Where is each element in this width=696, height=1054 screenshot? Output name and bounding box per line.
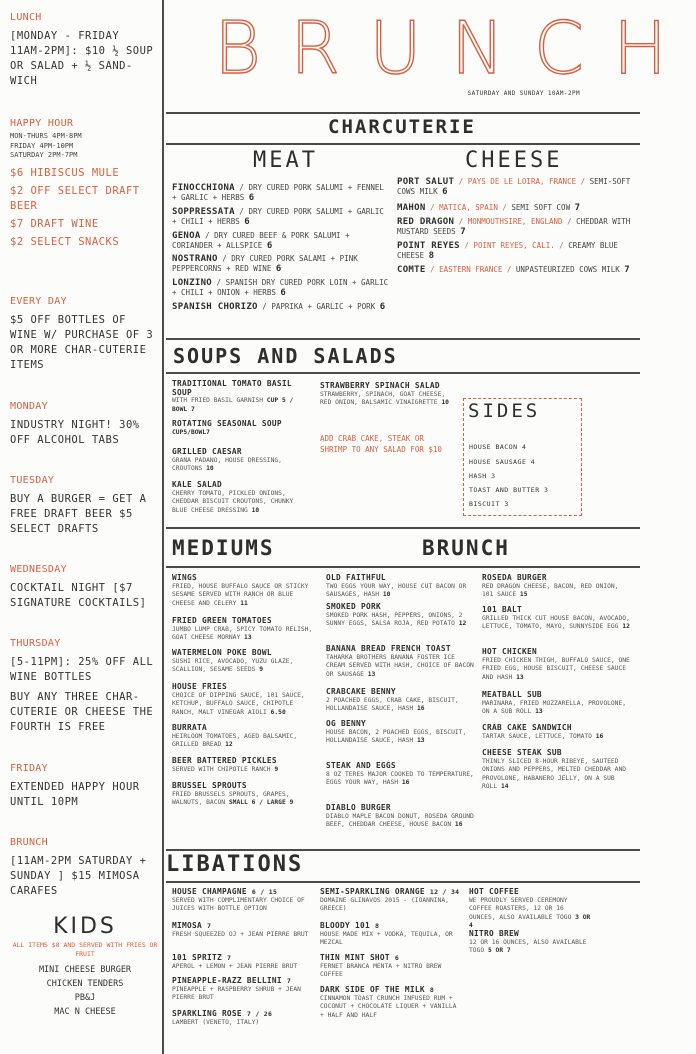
item-desc: HEIRLOOM TOMATOES, AGED BALSAMIC, GRILLED BREAD (172, 732, 298, 748)
item-price: 7 / 26 (246, 1010, 273, 1018)
main-menu (166, 0, 696, 1054)
item-price: 6 (266, 241, 273, 251)
item-price: 8 (429, 986, 435, 994)
item-desc: SEMI-SOFT COWS MILK (397, 177, 631, 196)
mediums-item (172, 617, 317, 643)
sandwich-item (482, 691, 632, 717)
item-desc: WITH FRIED BASIL GARNISH (172, 397, 267, 404)
cheese-item (397, 217, 635, 237)
item-name: PINEAPPLE-RAZZ BELLINI 7 (172, 976, 292, 985)
item-price: 16 (595, 732, 604, 740)
cheese-item (397, 241, 635, 261)
item-name: POINT REYES (397, 241, 460, 251)
happy-hour-section (10, 118, 160, 250)
item-desc: GRANA PADANO, HOUSE DRESSING, CROUTONS (172, 456, 282, 472)
item-desc: CHERRY TOMATO, PICKLED ONIONS, CHEDDAR BISCUIT CROUTONS, CHUNKY BLUE CHEESE DRESSING (172, 489, 294, 514)
item-name: HASH (469, 472, 487, 480)
item-price: 8 (374, 922, 380, 930)
item-name: STEAK AND EGGS (326, 761, 396, 770)
item-price: 9 (274, 765, 279, 773)
item-price: 8 (428, 251, 435, 261)
kids-item: PB&J (74, 993, 96, 1003)
item-price: 6 (244, 217, 250, 227)
item-desc: FRIED, HOUSE BUFFALO SAUCE OR STICKY SESAME SERVED WITH RANCH OR BLUE CHEESE AND CELERY (172, 582, 309, 607)
item-desc: FRESH SQUEEZED OJ + JEAN PIERRE BRUT (172, 930, 309, 938)
item-price: 14 (500, 783, 509, 790)
every-day-heading: EVERY DAY (10, 296, 67, 307)
item-name: HOUSE FRIES (172, 682, 227, 691)
every-day-section (10, 296, 160, 373)
item-desc: CHEDDAR WITH MUSTARD SEEDS (397, 217, 631, 236)
meat-item (172, 302, 392, 312)
item-origin: / PAYS DE LE LOIRA, FRANCE / (458, 177, 586, 186)
libation-item (172, 954, 312, 971)
brunch-item (326, 603, 474, 629)
item-name: BEER BATTERED PICKLES (172, 756, 277, 765)
meat-title: MEAT (253, 148, 318, 173)
item-price: 7 (286, 977, 292, 985)
item-name: SEMI-SPARKLING ORANGE 12 / 34 (320, 887, 460, 896)
libation-item (172, 1010, 312, 1027)
wednesday-section (10, 564, 160, 611)
item-desc: JUMBO LUMP CRAB, SPICY TOMATO RELISH, GOAT CHEESE MORNAY (172, 625, 313, 641)
item-desc: CREAMY BLUE CHEESE (397, 241, 618, 260)
brunch-section-title: BRUNCH (422, 536, 510, 560)
monday-heading: MONDAY (10, 401, 48, 412)
item-desc: SERVED WITH CHIPOTLE RANCH (172, 765, 275, 773)
mediums-item (172, 574, 317, 608)
item-desc: LAMBERT (VENETO, ITALY) (172, 1018, 260, 1026)
item-desc: 2 POACHED EGGS, CRAB CAKE, BISCUIT, HOLLANDAISE SAUCE, HASH (326, 696, 459, 712)
item-price: 5 OR 7 (487, 947, 511, 954)
item-desc: FERNET BRANCA MENTA + NITRO BREW COFFEE (320, 962, 442, 978)
item-desc: DIABLO MAPLE BACON DONUT, ROSEDA GROUND BEEF, CHEDDAR CHEESE, HOUSE BACON (326, 812, 474, 828)
happy-hour-deal: $2 OFF SELECT DRAFT BEER (10, 184, 140, 212)
side-item (469, 458, 535, 466)
libation-item (469, 888, 594, 931)
cheese-item (397, 177, 635, 197)
libation-item (320, 954, 460, 980)
item-price: 6.50 (270, 708, 286, 716)
item-price: 12 (225, 741, 233, 748)
item-name: PORT SALUT (397, 177, 455, 187)
item-name: HOUSE BACON (469, 443, 518, 451)
item-price: 12 (622, 623, 630, 630)
side-item (469, 443, 526, 451)
item-desc: TARTAR SAUCE, LETTUCE, TOMATO (482, 732, 596, 740)
cheese-item (397, 203, 635, 213)
every-day-text: $5 OFF BOTTLES OF WINE W/ PURCHASE OF 3 OR MORE CHAR-CUTERIE ITEMS (10, 314, 154, 371)
brunch-item (326, 804, 474, 830)
soup-salad-item (172, 448, 310, 474)
item-name: KALE SALAD (172, 480, 222, 489)
item-name: BISCUIT (469, 500, 500, 508)
item-price: 16 (401, 779, 410, 786)
item-price: 11 (240, 599, 248, 607)
item-name: OG BENNY (326, 719, 366, 728)
item-desc: / DRY CURED PORK SALAMI + PINK PEPPERCORNS + RED WINE (172, 254, 358, 273)
libation-item (172, 977, 312, 1003)
item-price: 10 (206, 465, 214, 472)
friday-text: EXTENDED HAPPY HOUR UNTIL 10PM (10, 781, 140, 808)
item-origin: / MONMOUTHSIRE, ENGLAND / (458, 217, 572, 226)
item-origin: / POINT REYES, CALI. / (464, 241, 564, 250)
divider (166, 881, 640, 883)
meat-item (172, 207, 392, 227)
item-desc: FRIED CHICKEN THIGH, BUFFALO SAUCE, ONE FRIED EGG, HOUSE BISCUIT, CHEESE SAUCE AND HASH (482, 656, 630, 681)
libation-item (172, 922, 312, 939)
item-price: 12 / 34 (429, 888, 460, 896)
mediums-title: MEDIUMS (172, 536, 275, 560)
mediums-item (172, 724, 317, 750)
item-desc: SMOKED PORK HASH, PEPPERS, ONIONS, 2 SUNNY EGGS, SALSA ROJA, RED POTATO (326, 611, 463, 627)
item-desc: DOMAINE GLINAVOS 2015 - (IOANNINA, GREECE) (320, 896, 449, 912)
meat-item (172, 254, 392, 274)
happy-hour-deal: $2 SELECT SNACKS (10, 235, 120, 248)
mediums-item (172, 683, 317, 717)
item-name: CHEESE STEAK SUB (482, 748, 562, 757)
item-desc: STRAWBERRY, SPINACH, GOAT CHEESE, RED ONION, BALSAMIC VINAIGRETTE (320, 390, 446, 406)
item-price: 6 (280, 288, 287, 298)
item-desc: / DRY CURED BEEF & PORK SALUMI + CORIANDER + ALLSPICE (172, 231, 350, 250)
libation-item (172, 888, 312, 914)
thursday-heading: THURSDAY (10, 638, 61, 649)
soup-salad-item (320, 382, 455, 408)
item-name: BLOODY 101 8 (320, 921, 380, 930)
item-name: NOSTRANO (172, 254, 218, 264)
item-desc: WE PROUDLY SERVED CEREMONY COFFEE ROASTERS, 12 OR 16 OUNCES, ALSO AVAILABLE TOGO (469, 896, 576, 921)
item-name: ROSEDA BURGER (482, 573, 547, 582)
wednesday-text: COCKTAIL NIGHT [$7 SIGNATURE COCKTAILS] (10, 582, 147, 609)
item-price: 10 (382, 591, 391, 598)
kids-title: KIDS (53, 914, 117, 939)
item-price: 6 (248, 193, 255, 203)
sandwich-item (482, 574, 632, 600)
item-desc: CINNAMON TOAST CRUNCH INFUSED RUM + COCONUT + CHOCOLATE LIQUER + VANILLA + HALF AND HALF (320, 994, 457, 1019)
item-price: 13 (516, 673, 524, 681)
meat-item (172, 278, 392, 298)
brunch-item (326, 574, 474, 600)
brunch-logo-title: BRUNCH (214, 6, 696, 90)
item-price: 3 (504, 500, 509, 508)
item-price: 6 (442, 187, 448, 197)
thursday-text: [5-11PM]: 25% OFF ALL WINE BOTTLES (10, 656, 154, 683)
brunch-item (326, 720, 474, 746)
item-name: 101 BALT (482, 605, 522, 614)
item-desc: PINEAPPLE + RASPBERRY SHRUB + JEAN PIERRE BRUT (172, 985, 301, 1001)
item-price: 3 (491, 472, 496, 480)
brunch-special-text: [11AM-2PM SATURDAY + SUNDAY ] $15 MIMOSA CARAFES (10, 855, 147, 897)
item-name: SPANISH CHORIZO (172, 302, 258, 312)
brunch-item (326, 762, 474, 788)
item-desc: 8 OZ TERES MAJOR COOKED TO TEMPERATURE, EGGS YOUR WAY, HASH (326, 770, 474, 786)
mediums-item (172, 757, 317, 774)
mediums-item (172, 649, 317, 675)
item-name: ROTATING SEASONAL SOUP (172, 419, 282, 428)
item-name: SMOKED PORK (326, 602, 381, 611)
item-desc: / PAPRIKA + GARLIC + PORK (262, 302, 376, 311)
item-name: DARK SIDE OF THE MILK 8 (320, 985, 435, 994)
soup-salad-item (172, 481, 310, 515)
lunch-text: [MONDAY - FRIDAY 11AM-2PM]: $10 ½ SOUP OR SALAD + ½ SAND-WICH (10, 30, 154, 87)
item-name: MEATBALL SUB (482, 690, 542, 699)
item-price: 7 (460, 227, 466, 237)
sandwich-item (482, 648, 632, 682)
item-name: OLD FAITHFUL (326, 573, 386, 582)
libation-item (320, 986, 460, 1020)
tuesday-heading: TUESDAY (10, 475, 55, 486)
wednesday-heading: WEDNESDAY (10, 564, 67, 575)
item-name: FINOCCHIONA (172, 183, 235, 193)
item-name: DIABLO BURGER (326, 803, 391, 812)
item-price: 13 (417, 737, 425, 744)
monday-text: INDUSTRY NIGHT! 30% OFF ALCOHOL TABS (10, 419, 140, 446)
item-price: 16 (454, 821, 463, 828)
item-desc: RED DRAGON CHEESE, BACON, RED ONION, 101 SAUCE (482, 582, 619, 598)
divider (166, 338, 640, 340)
sandwich-item (482, 724, 632, 741)
tuesday-text: BUY A BURGER = GET A FREE DRAFT BEER $5 SELECT DRAFTS (10, 493, 147, 535)
item-name: MIMOSA 7 (172, 921, 212, 930)
item-name: TOAST AND BUTTER (469, 486, 540, 494)
meat-item (172, 183, 392, 203)
item-price: 16 (417, 705, 425, 712)
item-name: HOT COFFEE (469, 887, 519, 896)
item-price: CUP5/BOWL7 (172, 428, 210, 436)
item-origin: / EASTERN FRANCE / (430, 265, 512, 274)
item-desc: GRILLED THICK CUT HOUSE BACON, AVOCADO, LETTUCE, TOMATO, MAYO, SUNNYSIDE EGG (482, 614, 630, 630)
soups-title: SOUPS AND SALADS (173, 344, 398, 368)
charcuterie-title: CHARCUTERIE (328, 116, 476, 138)
sides-title: SIDES (468, 400, 541, 422)
item-name: BANANA BREAD FRENCH TOAST (326, 644, 451, 653)
item-desc: TWO EGGS YOUR WAY, HOUSE CUT BACON OR SAUSAGES, HASH (326, 582, 467, 598)
item-name: BRUSSEL SPROUTS (172, 781, 247, 790)
item-price: 10 (251, 506, 260, 514)
item-name: CRAB CAKE SANDWICH (482, 723, 572, 732)
friday-section (10, 763, 160, 810)
cheese-title: CHEESE (465, 148, 563, 173)
lunch-heading: LUNCH (10, 12, 42, 23)
kids-section (10, 914, 160, 1019)
item-desc: CHOICE OF DIPPING SAUCE, 101 SAUCE, KETCHUP, BUFFALO SAUCE, CHIPOTLE RANCH, MALT VINEGAR AIOLI (172, 691, 305, 716)
item-desc: THINLY SLICED 8-HOUR RIBEYE, SAUTEED ONIONS AND PEPPERS, MELTED CHEDDAR AND PROVOLONE, HABANERO JELLY, ON A SUB ROLL (482, 757, 627, 790)
item-name: HOUSE CHAMPAGNE 6 / 15 (172, 887, 278, 896)
item-name: STRAWBERRY SPINACH SALAD (320, 381, 440, 390)
thursday-text-2: BUY ANY THREE CHAR-CUTERIE OR CHEESE THE FOURTH IS FREE (10, 691, 154, 733)
divider (166, 372, 640, 374)
item-price: 3 OR 4 (469, 913, 591, 929)
happy-hour-heading: HAPPY HOUR (10, 118, 74, 129)
cheese-item (397, 265, 635, 275)
meat-item (172, 231, 392, 251)
side-item (469, 500, 509, 508)
brunch-special-heading: BRUNCH (10, 837, 48, 848)
item-price: 6 (394, 954, 400, 962)
item-desc: / DRY CURED PORK SALUMI + FENNEL + GARLIC + HERBS (172, 183, 384, 202)
item-price: 13 (244, 634, 252, 641)
item-price: 6 (275, 264, 282, 274)
item-price: 10 (441, 399, 449, 406)
item-desc: SERVED WITH COMPLIMENTARY CHOICE OF JUICES WITH BOTTLE OPTION (172, 896, 305, 912)
kids-item: CHICKEN TENDERS (46, 979, 124, 989)
item-desc: / DRY CURED PORK SALUMI + GARLIC + CHILI + HERBS (172, 207, 384, 226)
tuesday-section (10, 475, 160, 537)
item-price: 6 / 15 (251, 888, 278, 896)
happy-hour-time: FRIDAY 4PM-10PM (10, 141, 74, 150)
item-desc: HOUSE MADE MIX + VODKA, TEQUILA, OR MEZCAL (320, 930, 453, 946)
item-price: 6 (379, 302, 386, 312)
libation-item (320, 922, 460, 948)
brunch-hours: SATURDAY AND SUNDAY 10AM-2PM (467, 90, 580, 97)
item-name: 101 SPRITZ 7 (172, 953, 232, 962)
item-name: COMTE (397, 265, 426, 275)
lunch-section (10, 12, 160, 89)
divider (166, 566, 640, 568)
item-name: BURRATA (172, 723, 207, 732)
item-desc: MARINARA, FRIED MOZZARELLA, PROVOLONE, ON A SUB ROLL (482, 699, 627, 715)
item-desc: TAHARKA BROTHERS BANANA FOSTER ICE CREAM SERVED WITH HASH, CHOICE OF BACON OR SAUSAGE (326, 653, 474, 678)
item-price: 15 (519, 591, 528, 598)
item-price: SMALL 6 / LARGE 9 (228, 799, 294, 806)
libation-item (469, 930, 594, 956)
item-desc: / SPANISH DRY CURED PORK LOIN + GARLIC + CHILI + ONION + HERBS (172, 278, 389, 297)
libation-item (320, 888, 460, 914)
item-price: CUP 5 / BOWL 7 (172, 397, 294, 413)
friday-heading: FRIDAY (10, 763, 48, 774)
item-desc: SUSHI RICE, AVOCADO, YUZU GLAZE, SCALLION, SESAME SEEDS (172, 657, 294, 673)
item-name: LONZINO (172, 278, 213, 288)
item-origin: / MATICA, SPAIN / (430, 203, 507, 212)
item-name: WINGS (172, 573, 197, 582)
item-desc: FRIED BRUSSELS SPROUTS, GRAPES, WALNUTS, BACON (172, 790, 290, 806)
item-name: NITRO BREW (469, 929, 519, 938)
kids-item: MINI CHEESE BURGER (38, 965, 132, 975)
monday-section (10, 401, 160, 448)
brunch-special-section (10, 837, 160, 899)
item-desc: UNPASTEURIZED COWS MILK (515, 265, 620, 274)
item-name: GENOA (172, 231, 201, 241)
item-price: 7 (226, 954, 232, 962)
item-price: 4 (521, 443, 527, 451)
item-name: RED DRAGON (397, 217, 455, 227)
item-price: 13 (535, 708, 543, 715)
item-name: SPARKLING ROSE 7 / 26 (172, 1009, 273, 1018)
mediums-item (172, 782, 317, 808)
item-name: WATERMELON POKE BOWL (172, 648, 272, 657)
item-name: FRIED GREEN TOMATOES (172, 616, 272, 625)
sandwich-item (482, 606, 632, 632)
item-name: MAHON (397, 203, 426, 213)
item-name: GRILLED CAESAR (172, 447, 242, 456)
item-price: 3 (544, 486, 549, 494)
side-item (469, 486, 548, 494)
item-price: 9 (259, 666, 263, 673)
divider (166, 143, 640, 145)
item-price: 13 (367, 670, 376, 678)
divider (166, 527, 640, 529)
brunch-item (326, 645, 474, 679)
thursday-section (10, 638, 160, 735)
divider (166, 849, 640, 851)
soup-salad-item (172, 420, 310, 437)
happy-hour-deal: $6 HIBISCUS MULE (10, 166, 120, 179)
divider (166, 112, 640, 114)
item-desc: HOUSE BACON, 2 POACHED EGGS, BISCUIT, HOLLANDAISE SAUCE, HASH (326, 728, 467, 744)
item-price: 7 (574, 203, 581, 213)
libations-title: LIBATIONS (166, 852, 304, 877)
item-name: TRADITIONAL TOMATO BASIL SOUP (172, 379, 292, 397)
sandwich-item (482, 749, 632, 792)
item-desc: APEROL + LEMON + JEAN PIERRE BRUT (172, 962, 298, 970)
kids-item: MAC N CHEESE (54, 1007, 116, 1017)
happy-hour-time: SATURDAY 2PM-7PM (10, 151, 78, 159)
item-price: 12 (458, 620, 467, 627)
item-desc: 12 OR 16 OUNCES, ALSO AVAILABLE TOGO (469, 938, 587, 954)
happy-hour-deal: $7 DRAFT WINE (10, 217, 99, 230)
specials-sidebar (0, 0, 164, 1054)
item-name: THIN MINT SHOT 6 (320, 953, 400, 962)
item-name: HOUSE SAUSAGE (469, 458, 527, 466)
item-price: 7 (624, 265, 630, 275)
salad-addon-note: ADD CRAB CAKE, STEAK OR SHRIMP TO ANY SALAD FOR $10 (320, 434, 442, 454)
item-price: 7 (206, 922, 212, 930)
brunch-item (326, 688, 474, 714)
item-name: CRABCAKE BENNY (326, 687, 396, 696)
item-name: SOPPRESSATA (172, 207, 235, 217)
soup-salad-item (172, 380, 310, 414)
side-item (469, 472, 496, 480)
item-price: 4 (530, 458, 536, 466)
item-name: HOT CHICKEN (482, 647, 537, 656)
kids-subtitle: ALL ITEMS $8 AND SERVED WITH FRIES OR FRUIT (12, 941, 158, 958)
happy-hour-time: MON-THURS 4PM-8PM (10, 132, 82, 140)
item-desc: SEMI SOFT COW (511, 203, 571, 212)
